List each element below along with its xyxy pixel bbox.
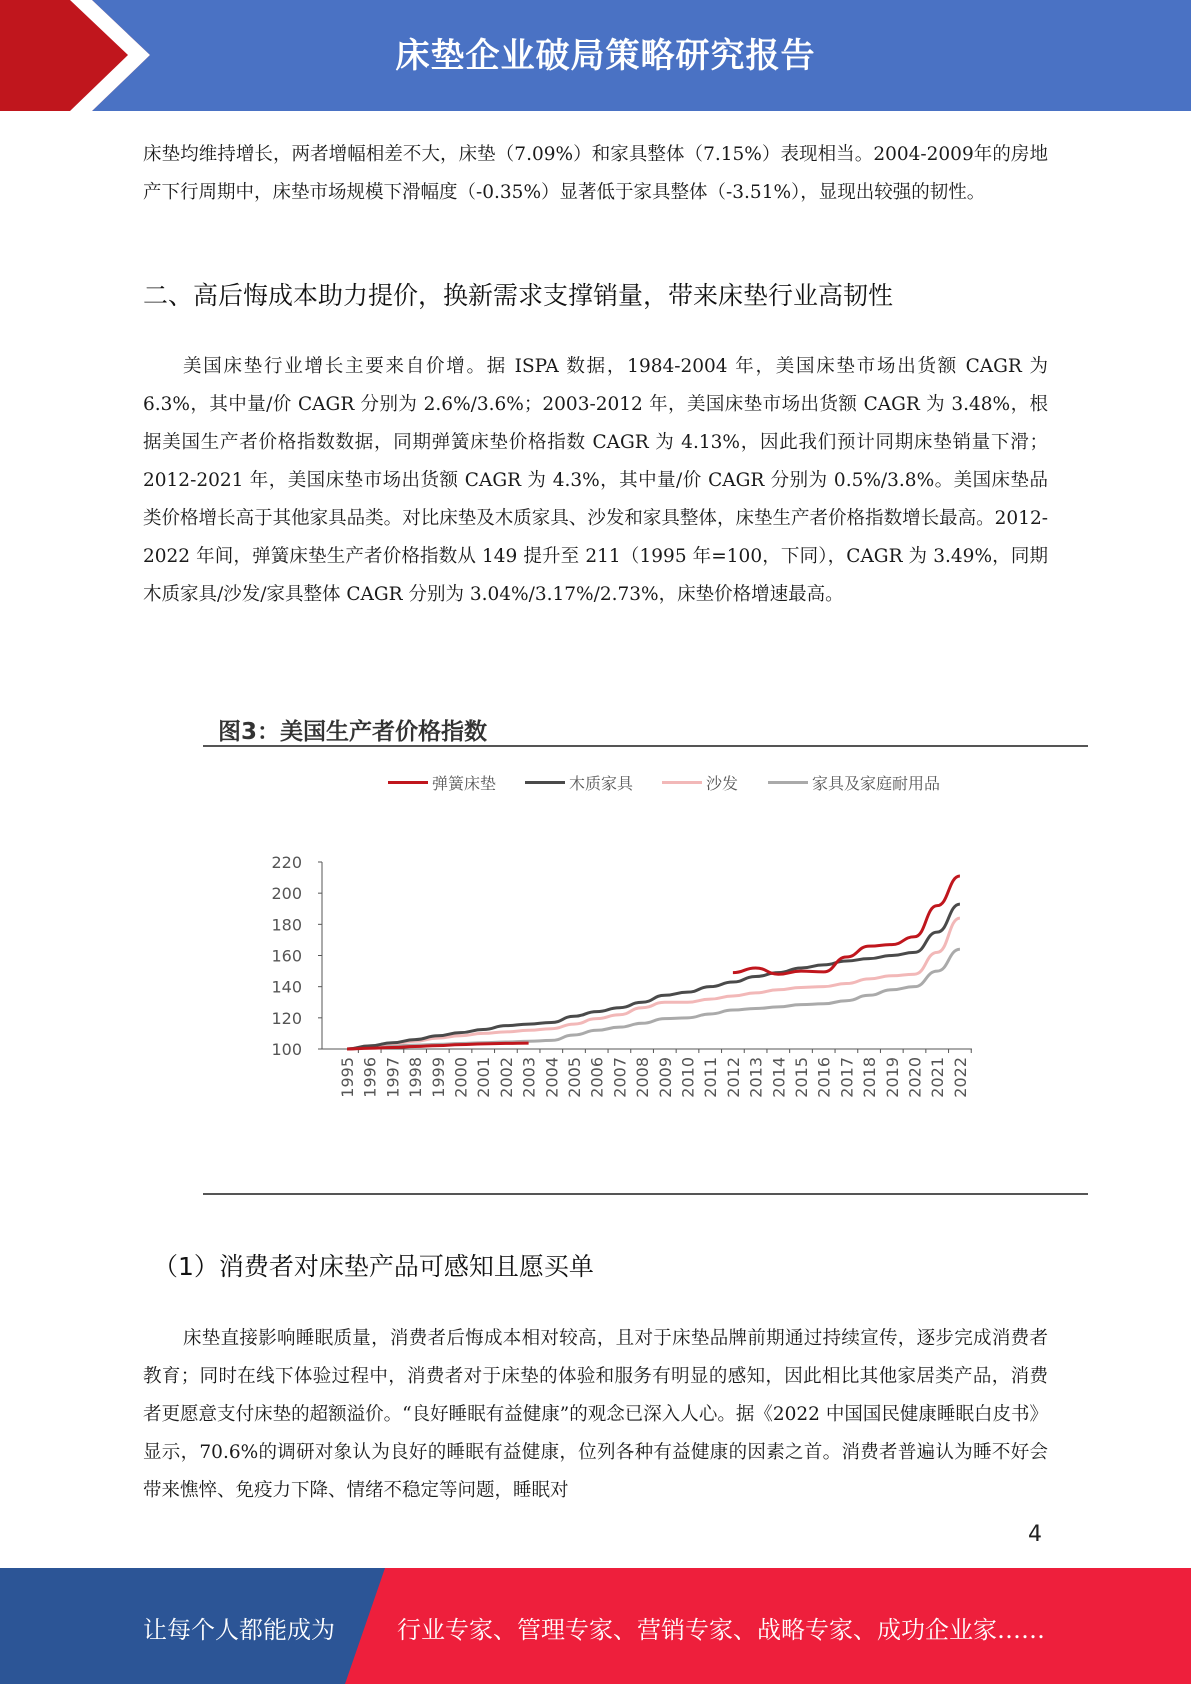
legend-swatch bbox=[768, 781, 808, 784]
legend-item bbox=[525, 770, 633, 794]
legend-swatch bbox=[662, 781, 702, 784]
chart-legend bbox=[200, 770, 1090, 794]
x-tick-label: 2009 bbox=[655, 1057, 675, 1098]
x-tick-label: 2000 bbox=[451, 1057, 471, 1098]
x-tick-label: 2005 bbox=[565, 1057, 584, 1098]
series-line-2 bbox=[347, 918, 960, 1049]
x-tick-label: 2018 bbox=[860, 1057, 880, 1098]
x-tick-label: 2006 bbox=[587, 1057, 607, 1098]
y-tick-label: 200 bbox=[271, 884, 302, 904]
x-tick-label: 1999 bbox=[428, 1057, 448, 1098]
legend-label: 木质家具 bbox=[569, 773, 634, 793]
figure-top-rule bbox=[203, 745, 1088, 747]
y-tick-label: 160 bbox=[271, 946, 302, 966]
y-tick-label: 140 bbox=[271, 977, 302, 997]
y-tick-label: 120 bbox=[271, 1008, 302, 1028]
legend-label: 弹簧床垫 bbox=[432, 773, 497, 793]
paragraph-consumer: 床垫直接影响睡眠质量，消费者后悔成本相对较高，且对于床垫品牌前期通过持续宣传，逐步完成消费者教育；同时在线下体验过程中，消费者对于床垫的体验和服务有明显的感知，因此相比其他家居类产品，消费者更愿意支付床垫的超额溢价。“良好睡眠有益健康”的观念已深入人心。据《2022 中国国民健康睡眠白皮书》显示，70.6%的调研对象认为良好的睡眠有益健康，位列各种有益健康的因素之首。消费者普遍认为睡不好会带来憔悴、免疫力下降、情绪不稳定等问题，睡眠对 bbox=[143, 1328, 1048, 1501]
x-tick-label: 1997 bbox=[383, 1057, 403, 1098]
series-line-1 bbox=[347, 904, 960, 1049]
x-tick-label: 2014 bbox=[769, 1057, 789, 1098]
paragraph-price-growth: 美国床垫行业增长主要来自价增。据 ISPA 数据，1984-2004 年，美国床垫市场出货额 CAGR 为 6.3%，其中量/价 CAGR 分别为 2.6%/3.6%；2003-2012 年，美国床垫市场出货额 CAGR 为 3.48%，根据美国生产者价格指数数据，同期弹簧床垫价格指数 CAGR 为 4.13%，因此我们预计同期床垫销量下滑；2012-2021 年，美国床垫市场出货额 CAGR 为 4.3%，其中量/价 CAGR 分别为 0.5%/3.8%。美国床垫品类价格增长高于其他家具品类。对比床垫及木质家具、沙发和家具整体，床垫生产者价格指数增长最高。2012-2022 年间，弹簧床垫生产者价格指数从 149 提升至 211（1995 年=100，下同），CAGR 为 3.49%，同期木质家具/沙发/家具整体 CAGR 分别为 3.04%/3.17%/2.73%，床垫价格增速最高。 bbox=[143, 356, 1048, 605]
x-tick-label: 2022 bbox=[950, 1057, 970, 1098]
page-number: 4 bbox=[1028, 1522, 1042, 1547]
legend-item bbox=[768, 770, 940, 794]
subsection-heading: （1）消费者对床垫产品可感知且愿买单 bbox=[153, 1252, 594, 1281]
section-heading: 二、高后悔成本助力提价，换新需求支撑销量，带来床垫行业高韧性 bbox=[143, 281, 894, 310]
figure-ppi-chart bbox=[200, 700, 1090, 1200]
legend-label: 沙发 bbox=[706, 773, 739, 793]
x-tick-label: 2015 bbox=[792, 1057, 811, 1098]
x-tick-label: 1998 bbox=[406, 1057, 426, 1098]
x-tick-label: 2021 bbox=[928, 1057, 948, 1098]
x-tick-label: 2010 bbox=[678, 1057, 698, 1098]
x-tick-label: 2020 bbox=[905, 1057, 925, 1098]
x-tick-label: 2003 bbox=[519, 1057, 539, 1098]
figure-title: 图3：美国生产者价格指数 bbox=[218, 719, 488, 745]
y-tick-label: 220 bbox=[271, 853, 302, 872]
x-tick-label: 2001 bbox=[474, 1057, 494, 1098]
x-tick-label: 2011 bbox=[701, 1057, 721, 1098]
legend-label: 家具及家庭耐用品 bbox=[812, 773, 941, 793]
page-footer bbox=[0, 1568, 1191, 1684]
x-tick-label: 2016 bbox=[814, 1057, 834, 1098]
x-tick-label: 2019 bbox=[882, 1057, 902, 1098]
figure-bottom-rule bbox=[203, 1193, 1088, 1195]
x-tick-label: 1995 bbox=[338, 1057, 357, 1098]
x-tick-label: 2013 bbox=[746, 1057, 766, 1098]
y-tick-label: 180 bbox=[271, 915, 302, 935]
footer-slogan-left: 让每个人都能成为 bbox=[143, 1616, 335, 1644]
x-tick-label: 1996 bbox=[360, 1057, 380, 1098]
x-tick-label: 2004 bbox=[542, 1057, 562, 1098]
x-tick-label: 2007 bbox=[610, 1057, 630, 1098]
x-tick-label: 2012 bbox=[723, 1057, 743, 1098]
page-header bbox=[0, 0, 1191, 111]
legend-swatch bbox=[525, 781, 565, 784]
x-tick-label: 2002 bbox=[496, 1057, 516, 1098]
report-title: 床垫企业破局策略研究报告 bbox=[395, 36, 816, 76]
legend-item bbox=[662, 770, 738, 794]
line-chart bbox=[200, 800, 1090, 1190]
x-tick-label: 2008 bbox=[633, 1057, 653, 1098]
legend-item bbox=[388, 770, 496, 794]
y-tick-label: 100 bbox=[271, 1040, 302, 1059]
footer-slogan-right: 行业专家、管理专家、营销专家、战略专家、成功企业家…… bbox=[397, 1616, 1045, 1644]
legend-swatch bbox=[388, 781, 428, 784]
paragraph-intro: 床垫均维持增长，两者增幅相差不大，床垫（7.09%）和家具整体（7.15%）表现相当。2004-2009年的房地产下行周期中，床垫市场规模下滑幅度（-0.35%）显著低于家具整体（-3.51%），显现出较强的韧性。 bbox=[143, 144, 1048, 203]
x-tick-label: 2017 bbox=[837, 1057, 857, 1098]
